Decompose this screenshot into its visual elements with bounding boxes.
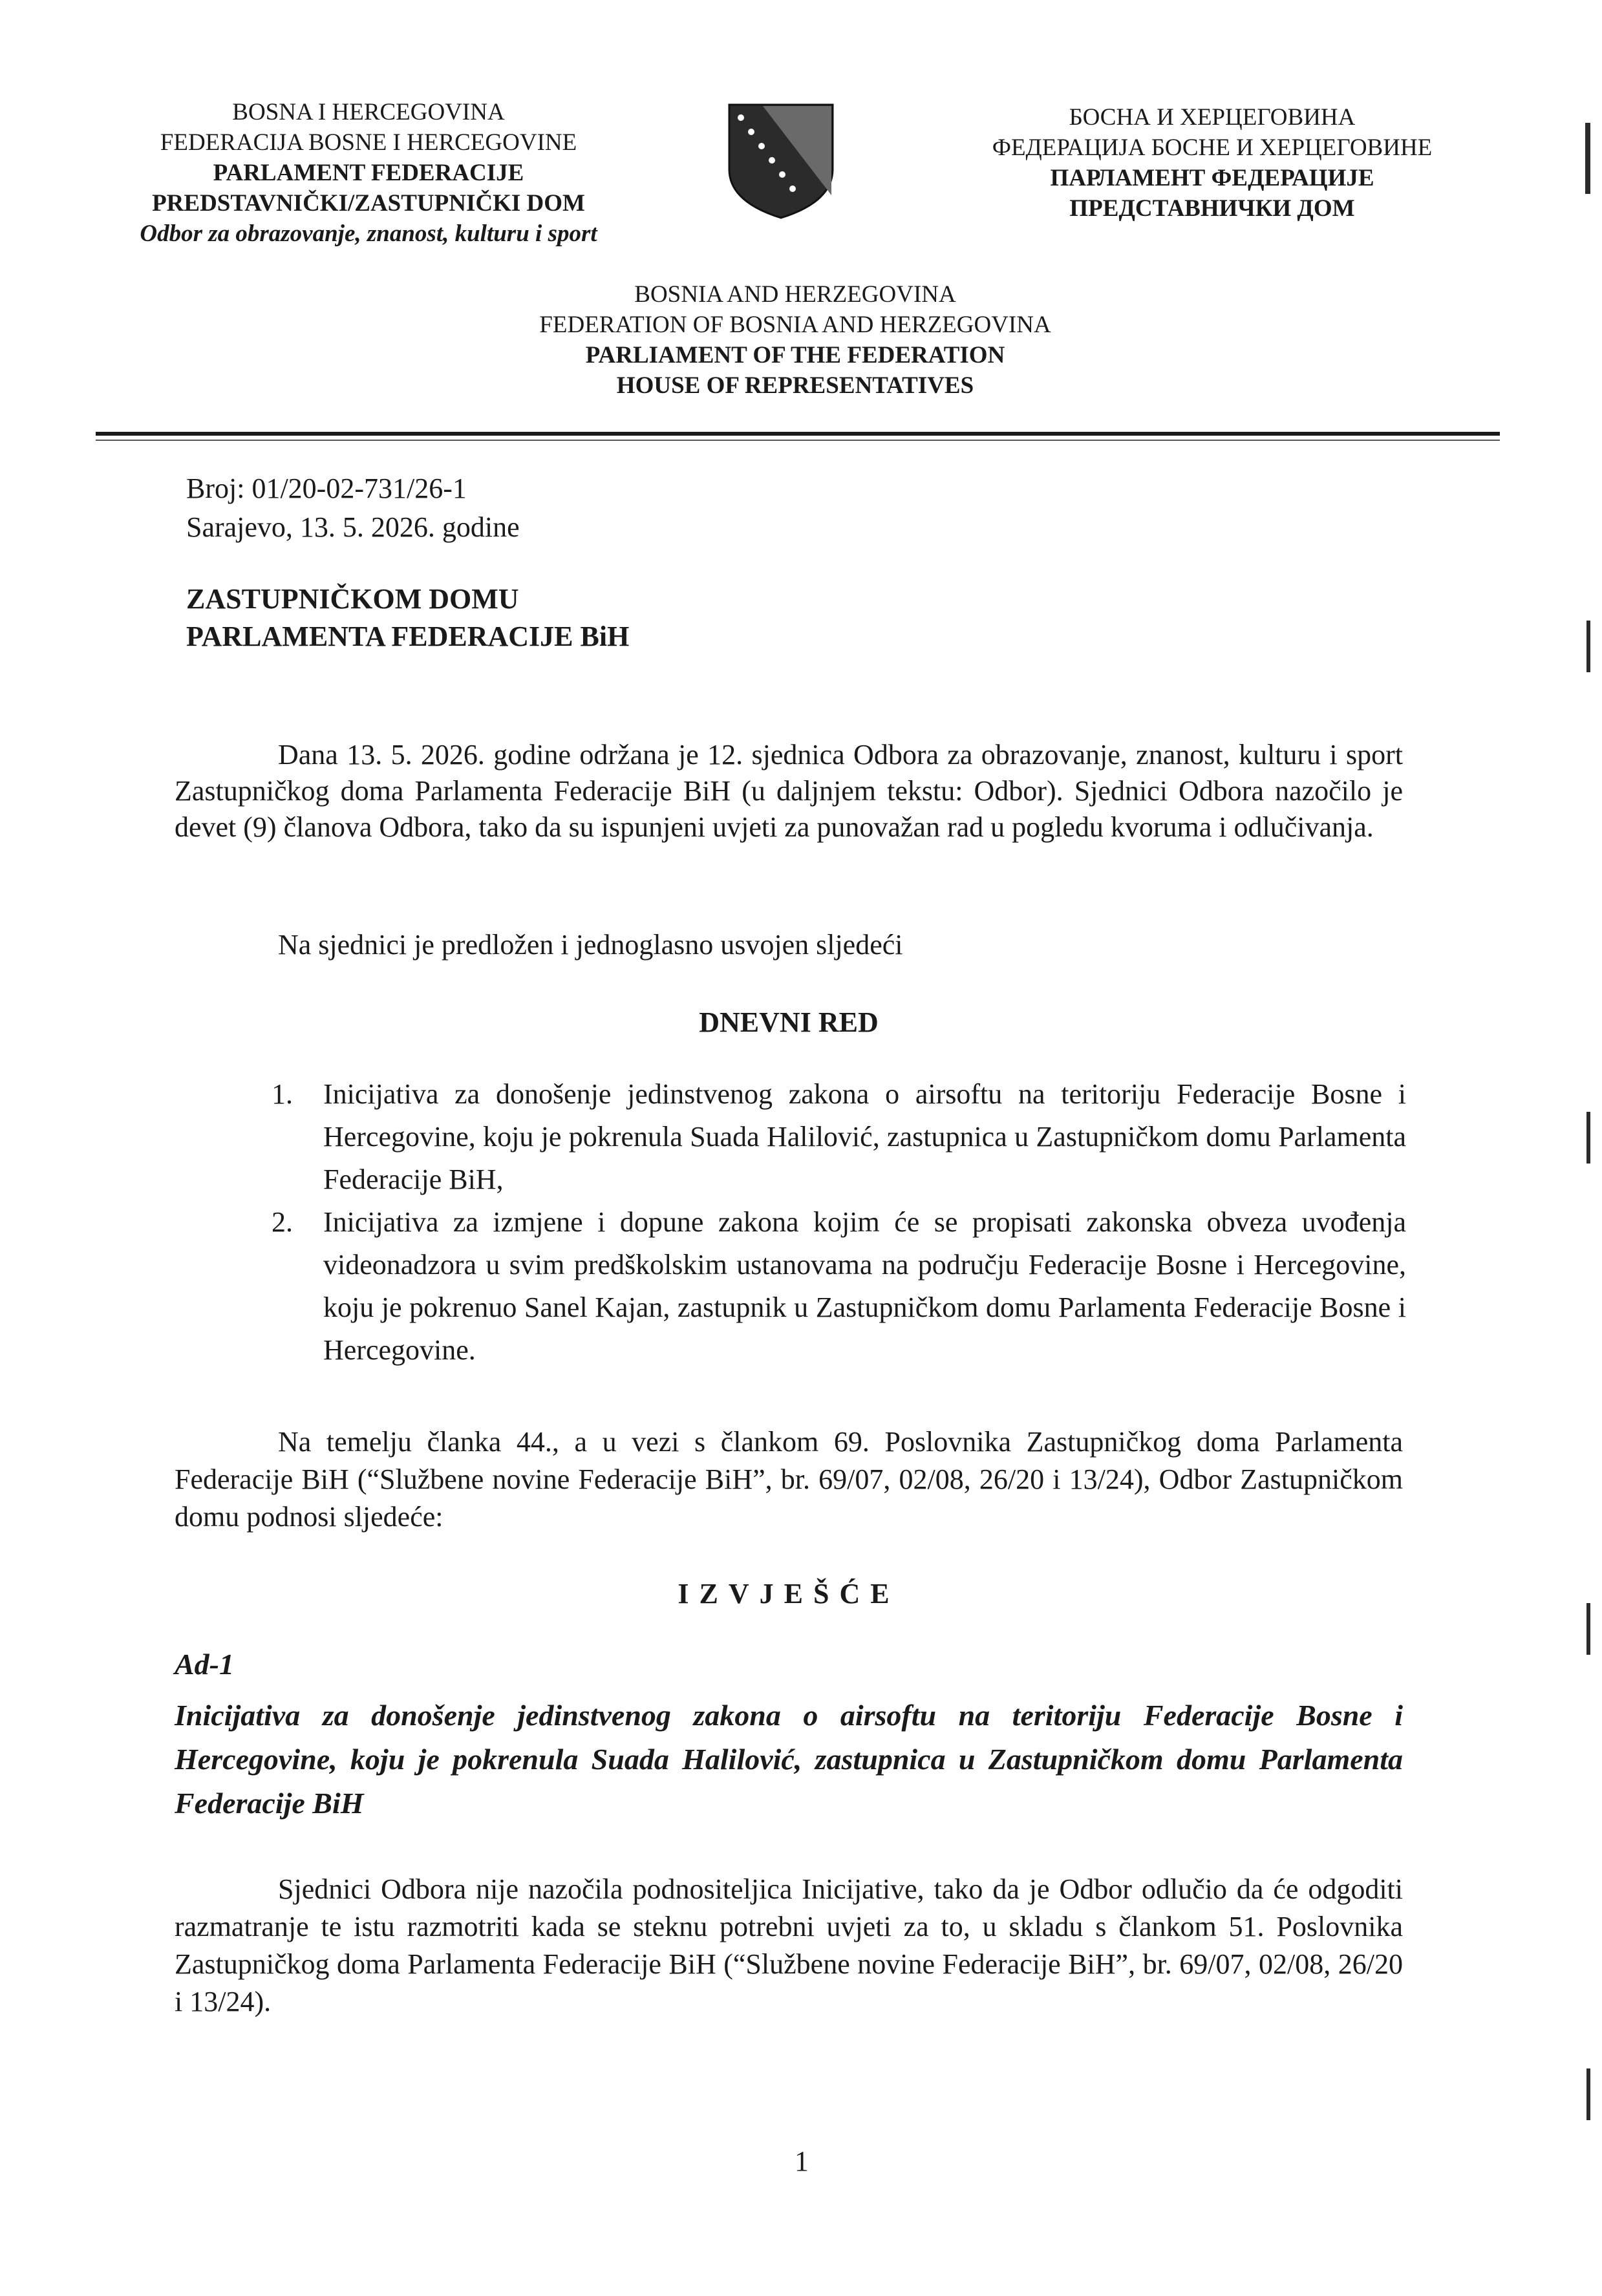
header-left-federation: FEDERACIJA BOSNE I HERCEGOVINE (160, 129, 577, 156)
item-1-paragraph: Sjednici Odbora nije nazočila podnositeljica Inicijative, tako da je Odbor odlučio da će odgoditi razmatranje te istu razmotriti kada se steknu potrebni uvjeti za to, u skladu s člankom 51. Poslovnika Zastupničkog doma Parlamenta Federacije BiH (“Službene novine Federacije BiH”, br. 69/07, 02/08, 26/20 i 13/24). (175, 1873, 1403, 2017)
header-right-house: ПРЕДСТАВНИЧКИ ДОМ (1069, 195, 1355, 222)
header-left-parliament: PARLAMENT FEDERACIJE (213, 160, 524, 186)
agenda-item-text: Inicijativa za donošenje jedinstvenog zakona o airsoftu na teritoriju Federacije Bosne i Hercegovine, koju je pokrenula Suada Halilović, zastupnica u Zastupničkom domu Parlamenta Federacije BiH, (323, 1078, 1406, 1195)
header-right-parliament: ПАРЛАМЕНТ ФЕДЕРАЦИЈЕ (1050, 165, 1374, 191)
agenda-item-number: 2. (272, 1206, 293, 1238)
item-label: Ad-1 (175, 1648, 234, 1681)
agenda-item (265, 1073, 1406, 1201)
intro-paragraph: Dana 13. 5. 2026. godine održana je 12. sjednica Odbora za obrazovanje, znanost, kulturu i sport Zastupničkog doma Parlamenta Federacije BiH (u daljnjem tekstu: Odbor). Sjednici Odbora nazočilo je devet (9) članova Odbora, tako da su ispunjeni uvjeti za punovažan rad u pogledu kvoruma i odlučivanja. (175, 739, 1403, 843)
header-center-house: HOUSE OF REPRESENTATIVES (616, 372, 974, 399)
agenda-list (265, 1073, 1406, 1372)
agenda-item (265, 1201, 1406, 1372)
agenda-item-number: 1. (272, 1078, 293, 1110)
header-left-committee: Odbor za obrazovanje, znanost, kulturu i sport (140, 220, 597, 247)
page-number: 1 (795, 2145, 809, 2177)
agenda-heading: DNEVNI RED (699, 1006, 879, 1038)
header-center (414, 279, 1177, 401)
reference-number: Broj: 01/20-02-731/26-1 (186, 473, 467, 504)
scan-artifact (1586, 2068, 1590, 2120)
header-center-federation: FEDERATION OF BOSNIA AND HERZEGOVINA (539, 312, 1051, 338)
addressee (186, 580, 629, 655)
header-right-federation: ФЕДЕРАЦИЈА БОСНЕ И ХЕРЦЕГОВИНЕ (992, 134, 1433, 161)
header-left-house: PREDSTAVNIČKI/ZASTUPNIČKI DOM (152, 190, 585, 217)
header-center-country: BOSNIA AND HERZEGOVINA (634, 281, 956, 308)
header-left (97, 97, 640, 249)
agenda-item-text: Inicijativa za izmjene i dopune zakona kojim će se propisati zakonska obveza uvođenja videonadzora u svim predškolskim ustanovama na području Federacije Bosne i Hercegovine, koju je pokrenuo Sanel Kajan, zastupnik u Zastupničkom domu Parlamenta Federacije Bosne i Hercegovine. (323, 1206, 1406, 1366)
header-right (931, 102, 1493, 224)
addressee-line-2: PARLAMENTA FEDERACIJE BiH (186, 621, 630, 652)
header-divider-thin (96, 440, 1500, 441)
agenda-intro-paragraph: Na sjednici je predložen i jednoglasno usvojen sljedeći (278, 929, 903, 961)
header-center-parliament: PARLIAMENT OF THE FEDERATION (585, 342, 1005, 368)
document-meta (186, 469, 520, 547)
addressee-line-1: ZASTUPNIČKOM DOMU (186, 583, 519, 615)
scan-artifact (1586, 621, 1590, 672)
legal-basis-paragraph: Na temelju članka 44., a u vezi s člankom 69. Poslovnika Zastupničkog doma Parlamenta Federacije BiH (“Službene novine Federacije BiH”, br. 69/07, 02/08, 26/20 i 13/24), Odbor Zastupničkom domu podnosi sljedeće: (175, 1426, 1403, 1533)
scan-artifact (1585, 123, 1590, 194)
header-right-country: БОСНА И ХЕРЦЕГОВИНА (1069, 104, 1356, 131)
item-title: Inicijativa za donošenje jedinstvenog zakona o airsoftu na teritoriju Federacije Bosne i Hercegovine, koju je pokrenula Suada Halilović, zastupnica u Zastupničkom domu Parlamenta Federacije BiH (175, 1699, 1403, 1820)
header-divider (96, 432, 1500, 436)
header-left-country: BOSNA I HERCEGOVINA (232, 99, 505, 125)
report-heading: IZVJEŠĆE (678, 1578, 900, 1610)
document-date: Sarajevo, 13. 5. 2026. godine (186, 511, 520, 543)
scan-artifact (1586, 1112, 1590, 1164)
coat-of-arms-icon (723, 98, 839, 221)
scan-artifact (1586, 1603, 1590, 1655)
